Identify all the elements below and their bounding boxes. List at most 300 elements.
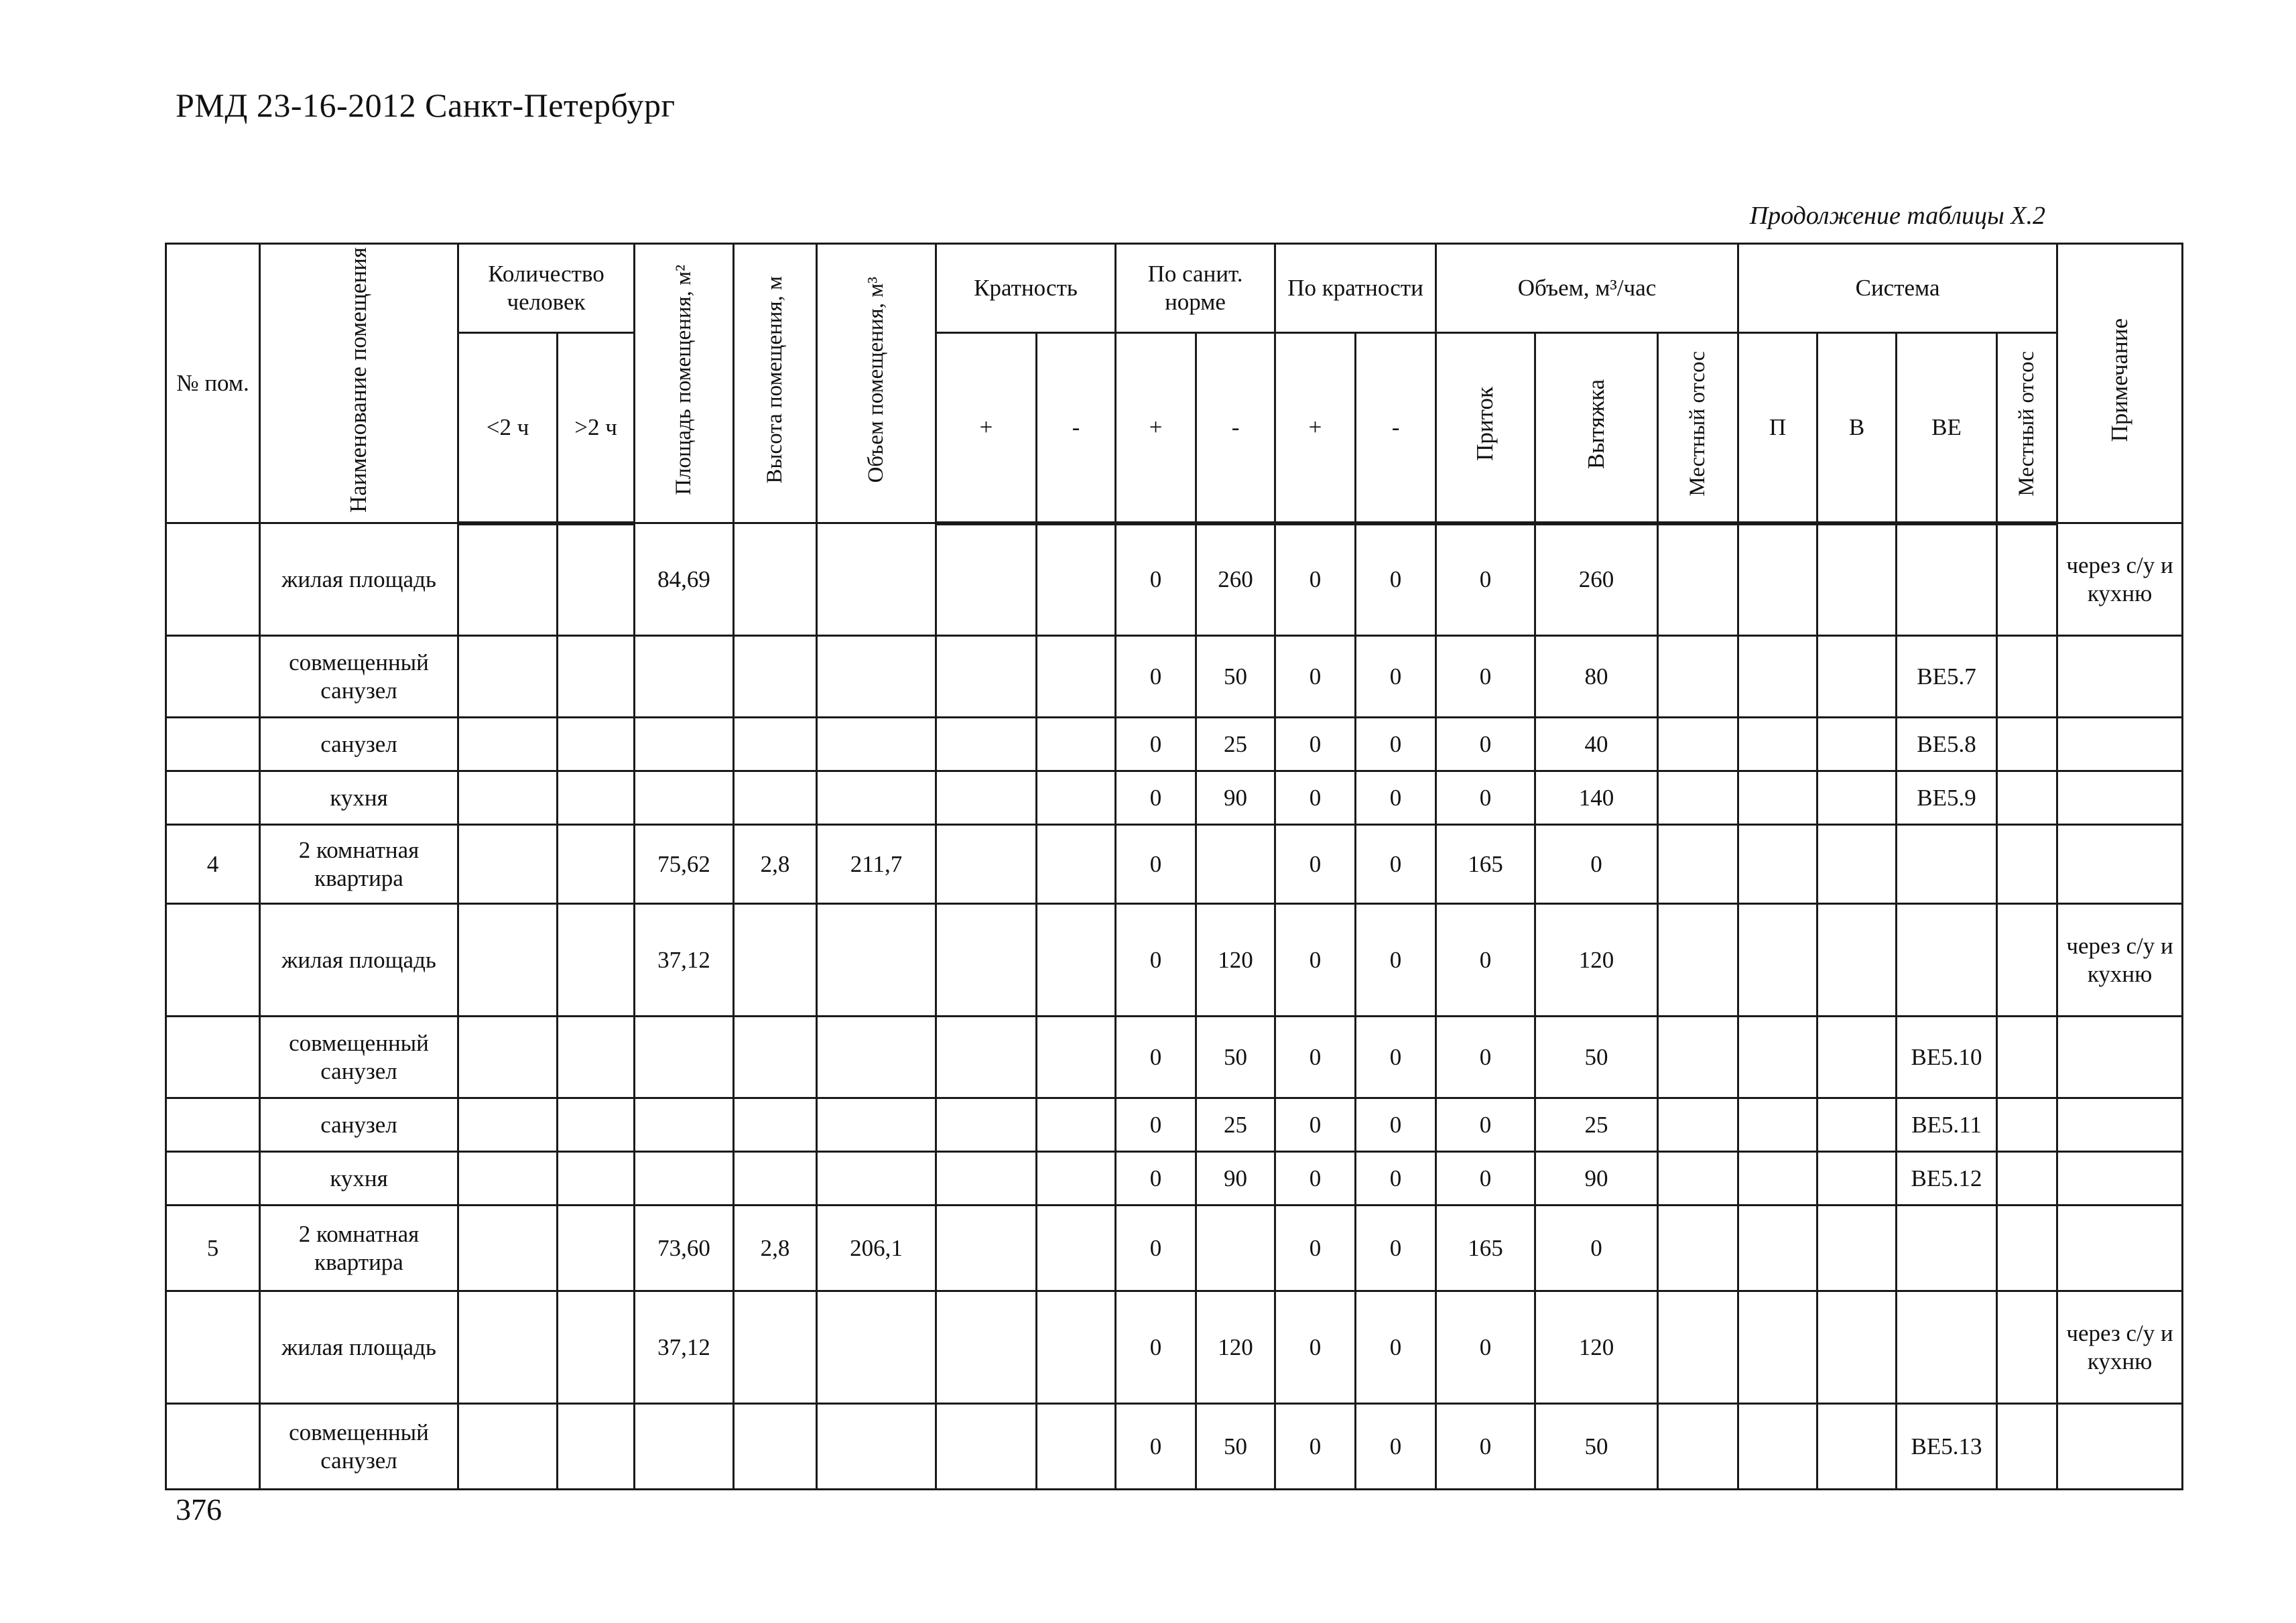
table-row xyxy=(166,1404,2183,1490)
cell-kratnost-minus xyxy=(1037,1404,1116,1490)
cell-sanit-plus: 0 xyxy=(1116,1152,1196,1206)
cell-sys-p xyxy=(1738,1206,1817,1291)
cell-krat-plus: 0 xyxy=(1275,904,1356,1017)
cell-sanit-minus: 25 xyxy=(1196,718,1275,771)
cell-height xyxy=(734,1291,817,1404)
cell-area xyxy=(635,771,734,825)
cell-krat-plus: 0 xyxy=(1275,771,1356,825)
cell-mestny-otsos xyxy=(1658,523,1738,636)
cell-sanit-plus: 0 xyxy=(1116,718,1196,771)
cell-sanit-plus: 0 xyxy=(1116,1291,1196,1404)
cell-note xyxy=(2057,1017,2183,1098)
cell-krat-plus: 0 xyxy=(1275,718,1356,771)
cell-pritok: 165 xyxy=(1436,1206,1535,1291)
cell-kratnost-minus xyxy=(1037,1291,1116,1404)
cell-sanit-plus: 0 xyxy=(1116,1017,1196,1098)
header-krat-plus: + xyxy=(1275,332,1356,523)
header-people-gt2: >2 ч xyxy=(558,332,635,523)
cell-sys-ve: ВЕ5.8 xyxy=(1897,718,1997,771)
cell-sys-p xyxy=(1738,523,1817,636)
cell-sys-p xyxy=(1738,771,1817,825)
cell-krat-minus: 0 xyxy=(1356,1017,1436,1098)
cell-vytyazhka: 0 xyxy=(1535,1206,1658,1291)
header-krat-minus: - xyxy=(1356,332,1436,523)
cell-sys-v xyxy=(1817,718,1897,771)
header-people: Количество человек xyxy=(458,244,635,333)
cell-mestny-otsos xyxy=(1658,636,1738,718)
header-num: № пом. xyxy=(166,244,260,523)
cell-krat-plus: 0 xyxy=(1275,636,1356,718)
cell-num xyxy=(166,771,260,825)
cell-name: кухня xyxy=(260,771,458,825)
cell-kratnost-plus xyxy=(936,718,1037,771)
header-area xyxy=(635,244,734,523)
cell-pritok: 0 xyxy=(1436,1291,1535,1404)
cell-kratnost-plus xyxy=(936,771,1037,825)
cell-people-gt2 xyxy=(558,718,635,771)
cell-sys-ve: ВЕ5.13 xyxy=(1897,1404,1997,1490)
cell-sys-ve: ВЕ5.11 xyxy=(1897,1098,1997,1152)
cell-people-lt2 xyxy=(458,1206,558,1291)
cell-people-lt2 xyxy=(458,636,558,718)
cell-people-lt2 xyxy=(458,1404,558,1490)
header-mestny-otsos xyxy=(1658,332,1738,523)
cell-volume xyxy=(817,1291,936,1404)
cell-mestny-otsos xyxy=(1658,825,1738,904)
cell-name: санузел xyxy=(260,1098,458,1152)
header-kratnost: Кратность xyxy=(936,244,1116,333)
cell-kratnost-minus xyxy=(1037,523,1116,636)
cell-volume xyxy=(817,523,936,636)
cell-sys-mestny xyxy=(1997,1098,2057,1152)
table-row xyxy=(166,771,2183,825)
cell-num xyxy=(166,1152,260,1206)
cell-name: совмещенный санузел xyxy=(260,1017,458,1098)
cell-sys-v xyxy=(1817,825,1897,904)
cell-sys-mestny xyxy=(1997,1206,2057,1291)
cell-vytyazhka: 25 xyxy=(1535,1098,1658,1152)
header-people-lt2: <2 ч xyxy=(458,332,558,523)
cell-kratnost-plus xyxy=(936,825,1037,904)
cell-name: санузел xyxy=(260,718,458,771)
cell-sys-p xyxy=(1738,718,1817,771)
cell-pritok: 165 xyxy=(1436,825,1535,904)
cell-krat-minus: 0 xyxy=(1356,636,1436,718)
cell-volume xyxy=(817,1098,936,1152)
cell-num xyxy=(166,1404,260,1490)
cell-sanit-plus: 0 xyxy=(1116,1404,1196,1490)
header-kratnost-plus: + xyxy=(936,332,1037,523)
header-sys-p: П xyxy=(1738,332,1817,523)
cell-vytyazhka: 90 xyxy=(1535,1152,1658,1206)
cell-krat-minus: 0 xyxy=(1356,1291,1436,1404)
cell-mestny-otsos xyxy=(1658,904,1738,1017)
cell-people-lt2 xyxy=(458,1017,558,1098)
cell-area: 75,62 xyxy=(635,825,734,904)
cell-people-gt2 xyxy=(558,904,635,1017)
cell-sys-ve xyxy=(1897,523,1997,636)
cell-sys-ve xyxy=(1897,1291,1997,1404)
cell-sys-mestny xyxy=(1997,904,2057,1017)
cell-sys-p xyxy=(1738,636,1817,718)
header-area-text: Площадь помещения, м² xyxy=(671,265,696,495)
cell-vytyazhka: 120 xyxy=(1535,1291,1658,1404)
cell-pritok: 0 xyxy=(1436,771,1535,825)
cell-sys-v xyxy=(1817,523,1897,636)
header-primechanie-text: Примечание xyxy=(2106,318,2132,442)
cell-sanit-plus: 0 xyxy=(1116,904,1196,1017)
cell-sanit-plus: 0 xyxy=(1116,825,1196,904)
header-sys-ve: ВЕ xyxy=(1897,332,1997,523)
cell-pritok: 0 xyxy=(1436,1098,1535,1152)
cell-volume: 211,7 xyxy=(817,825,936,904)
cell-sys-p xyxy=(1738,1017,1817,1098)
cell-krat-minus: 0 xyxy=(1356,825,1436,904)
ventilation-table xyxy=(165,243,2183,1490)
cell-kratnost-minus xyxy=(1037,636,1116,718)
cell-vytyazhka: 0 xyxy=(1535,825,1658,904)
cell-sanit-minus: 120 xyxy=(1196,904,1275,1017)
cell-note xyxy=(2057,1152,2183,1206)
cell-sys-p xyxy=(1738,1404,1817,1490)
cell-kratnost-minus xyxy=(1037,1017,1116,1098)
cell-num xyxy=(166,904,260,1017)
cell-sys-mestny xyxy=(1997,1017,2057,1098)
cell-people-gt2 xyxy=(558,771,635,825)
cell-note: через с/у и кухню xyxy=(2057,1291,2183,1404)
cell-krat-plus: 0 xyxy=(1275,523,1356,636)
cell-volume xyxy=(817,771,936,825)
cell-area: 73,60 xyxy=(635,1206,734,1291)
cell-mestny-otsos xyxy=(1658,1098,1738,1152)
cell-sanit-minus: 260 xyxy=(1196,523,1275,636)
cell-num: 5 xyxy=(166,1206,260,1291)
table-body xyxy=(166,523,2183,1490)
cell-pritok: 0 xyxy=(1436,1017,1535,1098)
cell-note xyxy=(2057,1206,2183,1291)
cell-sys-ve: ВЕ5.7 xyxy=(1897,636,1997,718)
cell-people-lt2 xyxy=(458,1152,558,1206)
cell-sys-p xyxy=(1738,1098,1817,1152)
cell-pritok: 0 xyxy=(1436,904,1535,1017)
cell-name: совмещенный санузел xyxy=(260,1404,458,1490)
table-row xyxy=(166,1017,2183,1098)
cell-sys-mestny xyxy=(1997,1404,2057,1490)
cell-krat-plus: 0 xyxy=(1275,1017,1356,1098)
header-volume-text: Объем помещения, м³ xyxy=(863,277,888,483)
cell-name: 2 комнатная квартира xyxy=(260,1206,458,1291)
cell-kratnost-plus xyxy=(936,1206,1037,1291)
cell-mestny-otsos xyxy=(1658,1152,1738,1206)
cell-sys-ve xyxy=(1897,825,1997,904)
cell-sanit-minus: 90 xyxy=(1196,1152,1275,1206)
cell-sanit-plus: 0 xyxy=(1116,523,1196,636)
cell-people-gt2 xyxy=(558,825,635,904)
cell-sys-p xyxy=(1738,825,1817,904)
cell-sys-v xyxy=(1817,1152,1897,1206)
cell-people-gt2 xyxy=(558,1404,635,1490)
cell-sanit-plus: 0 xyxy=(1116,636,1196,718)
cell-name: жилая площадь xyxy=(260,904,458,1017)
cell-sys-v xyxy=(1817,1404,1897,1490)
cell-kratnost-plus xyxy=(936,1098,1037,1152)
cell-mestny-otsos xyxy=(1658,1291,1738,1404)
table-row xyxy=(166,636,2183,718)
cell-note xyxy=(2057,636,2183,718)
cell-mestny-otsos xyxy=(1658,718,1738,771)
cell-sanit-minus xyxy=(1196,825,1275,904)
cell-height: 2,8 xyxy=(734,825,817,904)
cell-people-gt2 xyxy=(558,1017,635,1098)
page-number: 376 xyxy=(176,1492,222,1527)
header-row-top xyxy=(166,244,2183,333)
cell-note xyxy=(2057,771,2183,825)
cell-kratnost-minus xyxy=(1037,1152,1116,1206)
cell-kratnost-minus xyxy=(1037,904,1116,1017)
header-sistema: Система xyxy=(1738,244,2057,333)
table-row xyxy=(166,1152,2183,1206)
cell-vytyazhka: 40 xyxy=(1535,718,1658,771)
header-primechanie xyxy=(2057,244,2183,523)
cell-sys-v xyxy=(1817,771,1897,825)
cell-height xyxy=(734,636,817,718)
cell-sys-mestny xyxy=(1997,523,2057,636)
cell-krat-plus: 0 xyxy=(1275,1291,1356,1404)
cell-kratnost-minus xyxy=(1037,1098,1116,1152)
cell-kratnost-plus xyxy=(936,523,1037,636)
cell-sys-v xyxy=(1817,1017,1897,1098)
cell-krat-minus: 0 xyxy=(1356,523,1436,636)
cell-people-lt2 xyxy=(458,904,558,1017)
header-po-krat: По кратности xyxy=(1275,244,1436,333)
header-row-sub xyxy=(166,332,2183,523)
cell-sys-p xyxy=(1738,1152,1817,1206)
cell-kratnost-plus xyxy=(936,1404,1037,1490)
cell-people-lt2 xyxy=(458,718,558,771)
cell-height xyxy=(734,1017,817,1098)
cell-volume: 206,1 xyxy=(817,1206,936,1291)
header-obem-chas: Объем, м³/час xyxy=(1436,244,1738,333)
cell-area xyxy=(635,1404,734,1490)
header-pritok-text: Приток xyxy=(1472,387,1498,461)
cell-volume xyxy=(817,904,936,1017)
cell-mestny-otsos xyxy=(1658,1206,1738,1291)
cell-height xyxy=(734,1098,817,1152)
header-name xyxy=(260,244,458,523)
cell-area: 37,12 xyxy=(635,1291,734,1404)
cell-note: через с/у и кухню xyxy=(2057,523,2183,636)
cell-num xyxy=(166,523,260,636)
header-mestny-otsos-text: Местный отсос xyxy=(1685,351,1710,497)
cell-pritok: 0 xyxy=(1436,718,1535,771)
cell-people-lt2 xyxy=(458,1098,558,1152)
cell-sys-mestny xyxy=(1997,771,2057,825)
cell-krat-minus: 0 xyxy=(1356,1152,1436,1206)
cell-area xyxy=(635,1152,734,1206)
cell-krat-plus: 0 xyxy=(1275,1404,1356,1490)
cell-area: 37,12 xyxy=(635,904,734,1017)
cell-sanit-minus: 50 xyxy=(1196,1017,1275,1098)
cell-people-lt2 xyxy=(458,771,558,825)
cell-height xyxy=(734,904,817,1017)
cell-sanit-minus: 90 xyxy=(1196,771,1275,825)
cell-sys-mestny xyxy=(1997,1291,2057,1404)
cell-sys-p xyxy=(1738,1291,1817,1404)
cell-sys-mestny xyxy=(1997,1152,2057,1206)
cell-sys-v xyxy=(1817,1098,1897,1152)
cell-height xyxy=(734,1404,817,1490)
cell-vytyazhka: 50 xyxy=(1535,1017,1658,1098)
cell-krat-minus: 0 xyxy=(1356,1404,1436,1490)
document-header: РМД 23-16-2012 Санкт-Петербург xyxy=(176,86,676,124)
cell-sys-v xyxy=(1817,1291,1897,1404)
header-vytyazhka xyxy=(1535,332,1658,523)
cell-krat-minus: 0 xyxy=(1356,1206,1436,1291)
header-name-text: Наименование помещения xyxy=(345,247,372,513)
cell-krat-minus: 0 xyxy=(1356,1098,1436,1152)
cell-sys-ve: ВЕ5.10 xyxy=(1897,1017,1997,1098)
header-height xyxy=(734,244,817,523)
cell-kratnost-minus xyxy=(1037,1206,1116,1291)
cell-kratnost-plus xyxy=(936,1017,1037,1098)
cell-volume xyxy=(817,1404,936,1490)
header-po-sanit: По санит. норме xyxy=(1116,244,1275,333)
header-pritok xyxy=(1436,332,1535,523)
cell-people-lt2 xyxy=(458,1291,558,1404)
cell-note xyxy=(2057,1098,2183,1152)
header-volume xyxy=(817,244,936,523)
cell-sanit-minus: 50 xyxy=(1196,1404,1275,1490)
cell-sys-v xyxy=(1817,904,1897,1017)
cell-note xyxy=(2057,825,2183,904)
cell-sys-mestny xyxy=(1997,718,2057,771)
header-sys-mestny xyxy=(1997,332,2057,523)
cell-people-gt2 xyxy=(558,1291,635,1404)
cell-mestny-otsos xyxy=(1658,1017,1738,1098)
cell-volume xyxy=(817,1017,936,1098)
header-sanit-minus: - xyxy=(1196,332,1275,523)
cell-vytyazhka: 120 xyxy=(1535,904,1658,1017)
cell-pritok: 0 xyxy=(1436,523,1535,636)
header-sys-v: В xyxy=(1817,332,1897,523)
cell-note xyxy=(2057,1404,2183,1490)
header-vytyazhka-text: Вытяжка xyxy=(1582,379,1609,469)
cell-kratnost-plus xyxy=(936,1152,1037,1206)
header-sanit-plus: + xyxy=(1116,332,1196,523)
table-row xyxy=(166,718,2183,771)
cell-name: жилая площадь xyxy=(260,523,458,636)
cell-area xyxy=(635,636,734,718)
cell-vytyazhka: 80 xyxy=(1535,636,1658,718)
cell-volume xyxy=(817,718,936,771)
cell-name: жилая площадь xyxy=(260,1291,458,1404)
cell-volume xyxy=(817,636,936,718)
cell-sys-ve xyxy=(1897,904,1997,1017)
cell-people-gt2 xyxy=(558,1206,635,1291)
cell-area xyxy=(635,718,734,771)
cell-sanit-plus: 0 xyxy=(1116,1098,1196,1152)
cell-people-gt2 xyxy=(558,1098,635,1152)
cell-people-lt2 xyxy=(458,825,558,904)
cell-num xyxy=(166,1017,260,1098)
header-height-text: Высота помещения, м xyxy=(762,276,787,484)
cell-sys-ve: ВЕ5.12 xyxy=(1897,1152,1997,1206)
table-caption: Продолжение таблицы Х.2 xyxy=(1749,202,2045,230)
cell-people-lt2 xyxy=(458,523,558,636)
cell-num xyxy=(166,1098,260,1152)
cell-num xyxy=(166,1291,260,1404)
table-row xyxy=(166,904,2183,1017)
cell-sanit-minus: 25 xyxy=(1196,1098,1275,1152)
cell-kratnost-plus xyxy=(936,636,1037,718)
cell-krat-plus: 0 xyxy=(1275,825,1356,904)
cell-sys-v xyxy=(1817,636,1897,718)
cell-note: через с/у и кухню xyxy=(2057,904,2183,1017)
cell-sanit-minus: 120 xyxy=(1196,1291,1275,1404)
cell-sys-ve: ВЕ5.9 xyxy=(1897,771,1997,825)
cell-kratnost-minus xyxy=(1037,825,1116,904)
table-row xyxy=(166,825,2183,904)
table-row xyxy=(166,1291,2183,1404)
table-row xyxy=(166,523,2183,636)
cell-height xyxy=(734,771,817,825)
cell-sanit-minus: 50 xyxy=(1196,636,1275,718)
cell-sanit-minus xyxy=(1196,1206,1275,1291)
cell-name: 2 комнатная квартира xyxy=(260,825,458,904)
cell-height xyxy=(734,523,817,636)
cell-mestny-otsos xyxy=(1658,771,1738,825)
cell-mestny-otsos xyxy=(1658,1404,1738,1490)
cell-area xyxy=(635,1017,734,1098)
cell-volume xyxy=(817,1152,936,1206)
cell-pritok: 0 xyxy=(1436,1152,1535,1206)
cell-name: кухня xyxy=(260,1152,458,1206)
cell-people-gt2 xyxy=(558,1152,635,1206)
cell-height xyxy=(734,1152,817,1206)
cell-vytyazhka: 260 xyxy=(1535,523,1658,636)
cell-people-gt2 xyxy=(558,523,635,636)
cell-krat-plus: 0 xyxy=(1275,1206,1356,1291)
cell-num xyxy=(166,636,260,718)
cell-kratnost-plus xyxy=(936,904,1037,1017)
cell-num xyxy=(166,718,260,771)
cell-height: 2,8 xyxy=(734,1206,817,1291)
cell-sys-v xyxy=(1817,1206,1897,1291)
cell-krat-plus: 0 xyxy=(1275,1098,1356,1152)
cell-kratnost-minus xyxy=(1037,718,1116,771)
cell-krat-minus: 0 xyxy=(1356,718,1436,771)
cell-num: 4 xyxy=(166,825,260,904)
cell-area xyxy=(635,1098,734,1152)
cell-height xyxy=(734,718,817,771)
cell-people-gt2 xyxy=(558,636,635,718)
table-row xyxy=(166,1098,2183,1152)
cell-sanit-plus: 0 xyxy=(1116,1206,1196,1291)
header-sys-mestny-text: Местный отсос xyxy=(2014,351,2039,497)
cell-note xyxy=(2057,718,2183,771)
cell-sanit-plus: 0 xyxy=(1116,771,1196,825)
cell-kratnost-plus xyxy=(936,1291,1037,1404)
cell-sys-ve xyxy=(1897,1206,1997,1291)
cell-vytyazhka: 140 xyxy=(1535,771,1658,825)
cell-pritok: 0 xyxy=(1436,636,1535,718)
cell-sys-p xyxy=(1738,904,1817,1017)
cell-vytyazhka: 50 xyxy=(1535,1404,1658,1490)
cell-kratnost-minus xyxy=(1037,771,1116,825)
cell-name: совмещенный санузел xyxy=(260,636,458,718)
cell-pritok: 0 xyxy=(1436,1404,1535,1490)
cell-krat-plus: 0 xyxy=(1275,1152,1356,1206)
